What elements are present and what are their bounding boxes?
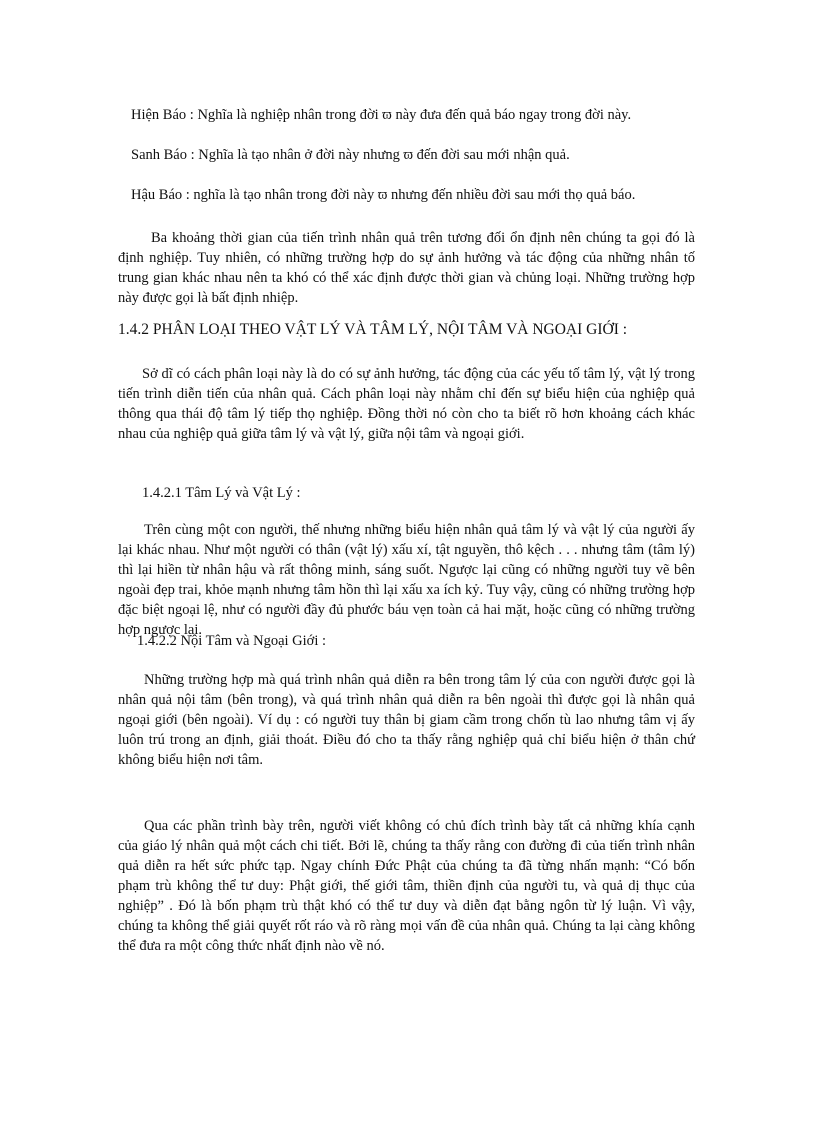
definition-hau-bao: Hậu Báo : nghĩa là tạo nhân trong đời này ϖ nhưng đến nhiều đời sau mới thọ quả báo. xyxy=(131,187,636,203)
section-heading-1-4-2: 1.4.2 PHÂN LOẠI THEO VẬT LÝ VÀ TÂM LÝ, NỘI TÂM VÀ NGOẠI GIỚI : xyxy=(118,321,628,338)
paragraph-1-4-2: Sở dĩ có cách phân loại này là do có sự ảnh hưởng, tác động của các yếu tố tâm lý, vật lý trong tiến trình diễn tiến của nhân quả. Cách phân loại này nhằm chỉ đến sự biểu hiện của nghiệp quả thông qua thái độ tâm lý tiếp thọ nghiệp. Đồng thời nó còn cho ta biết rõ hơn khoảng cách khác nhau của nghiệp quả giữa tâm lý và vật lý, giữa nội tâm và ngoại giới. xyxy=(118,366,695,442)
paragraph-conclusion: Qua các phần trình bày trên, người viết không có chủ đích trình bày tất cả những khía cạnh của giáo lý nhân quả một cách chi tiết. Bởi lẽ, chúng ta thấy rằng con đường đi của tiến trình nhân quả diễn ra hết sức phức tạp. Ngay chính Đức Phật của chúng ta đã từng nhấn mạnh: “Có bốn phạm trù không thể tư duy: Phật giới, thế giới tâm, thiền định của người tu, và quả dị thục của nghiệp” . Đó là bốn phạm trù thật khó có thể tư duy và diễn đạt bằng ngôn từ lý luận. Vì vậy, chúng ta không thể giải quyết rốt ráo và rõ ràng mọi vấn đề của nhân quả. Chúng ta lại càng không thể đưa ra một công thức nhất định nào về nó. xyxy=(118,818,695,954)
definition-hien-bao: Hiện Báo : Nghĩa là nghiệp nhân trong đời ϖ này đưa đến quả báo ngay trong đời này. xyxy=(131,107,632,123)
definition-sanh-bao: Sanh Báo : Nghĩa là tạo nhân ở đời này nhưng ϖ đến đời sau mới nhận quả. xyxy=(131,147,570,163)
paragraph-uncertain-karma: Ba khoảng thời gian của tiến trình nhân quả trên tương đối ổn định nên chúng ta gọi đó là định nghiệp. Tuy nhiên, có những trường hợp do sự ảnh hưởng và tác động của những nhân tố trung gian khác nhau nên ta khó có thể xác định được thời gian và chủng loại. Những trường hợp này được gọi là bất định nhiệp. xyxy=(118,230,695,306)
subheading-1-4-2-1: 1.4.2.1 Tâm Lý và Vật Lý : xyxy=(142,485,301,501)
subheading-1-4-2-2: 1.4.2.2 Nội Tâm và Ngoại Giới : xyxy=(137,633,327,649)
paragraph-1-4-2-2: Những trường hợp mà quá trình nhân quả diễn ra bên trong tâm lý của con người được gọi là nhân quả nội tâm (bên trong), và quá trình nhân quả diễn ra bên ngoài thì được gọi là nhân quả ngoại giới (bên ngoài). Ví dụ : có người tuy thân bị giam cầm trong chốn tù lao nhưng tâm vị ấy luôn trú trong an định, giải thoát. Điều đó cho ta thấy rằng nghiệp quả chỉ biểu hiện ở thân chứ không biểu hiện nơi tâm. xyxy=(118,672,695,768)
paragraph-1-4-2-1: Trên cùng một con người, thế nhưng những biểu hiện nhân quả tâm lý và vật lý của người ấy lại khác nhau. Như một người có thân (vật lý) xấu xí, tật nguyền, thô kệch . . . nhưng tâm (tâm lý) thì lại hiền từ nhân hậu và rất thông minh, sáng suốt. Ngược lại cũng có những người tuy vẽ bên ngoài đẹp trai, khỏe mạnh nhưng tâm hồn thì lại xấu xa ích kỷ. Tuy vậy, cũng có những trường hợp đặc biệt ngoại lệ, như có người đầy đủ phước báu vẹn toàn cả hai mặt, hoặc cũng có những trường hợp ngược lại. xyxy=(118,522,695,638)
